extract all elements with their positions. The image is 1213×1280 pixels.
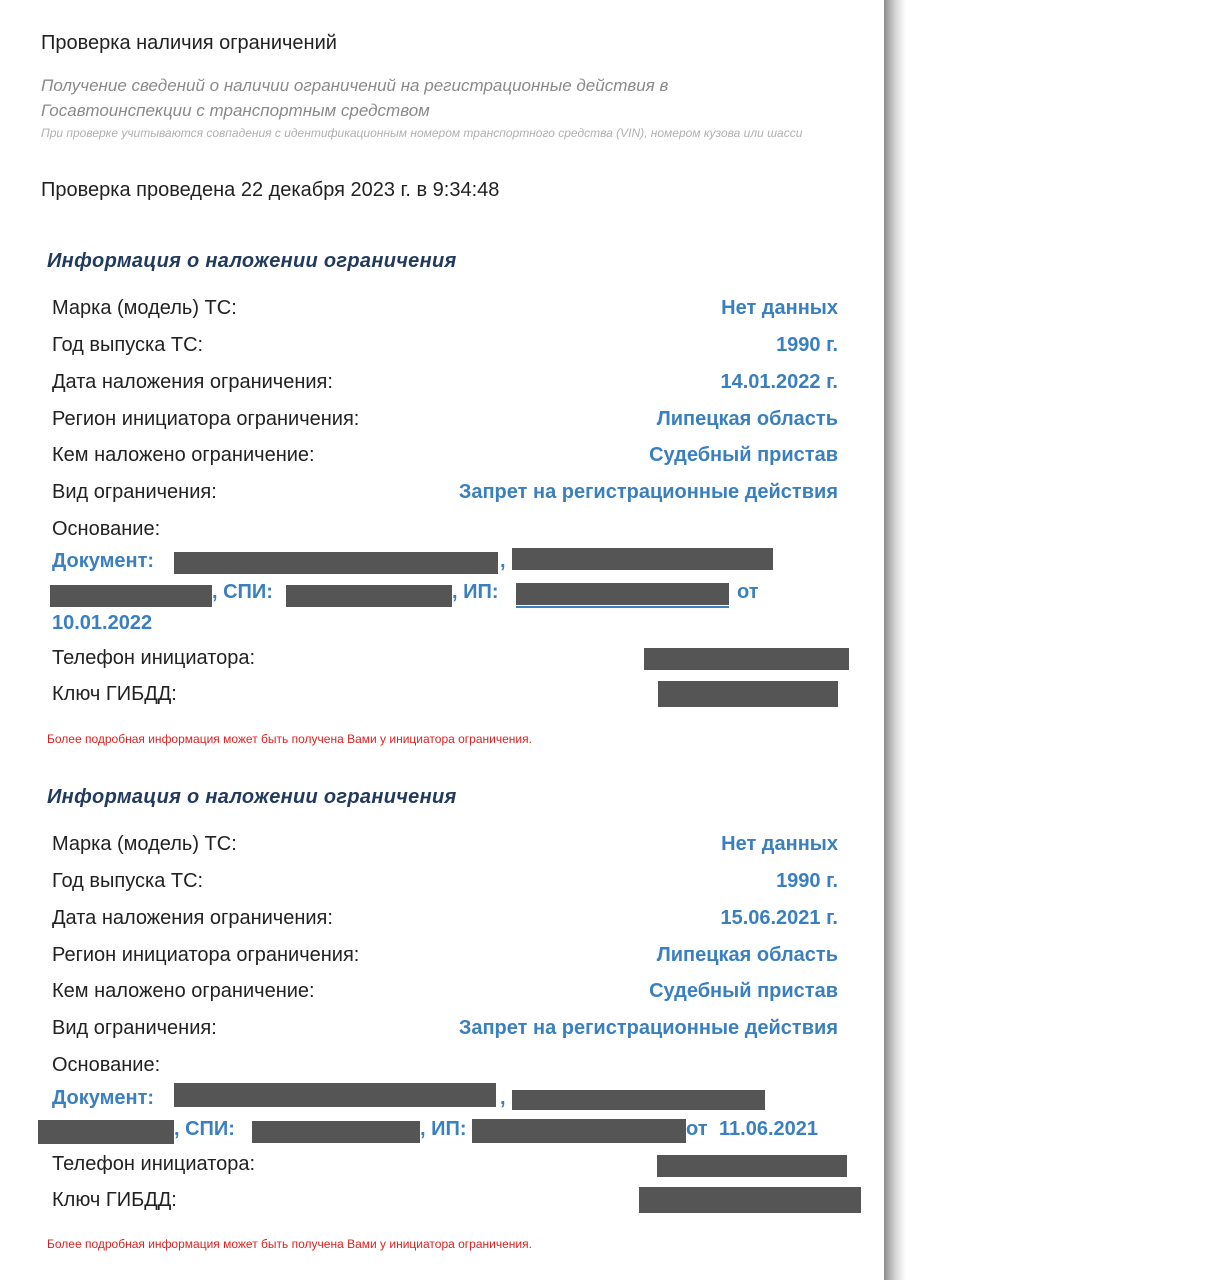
redacted-block <box>512 1090 765 1110</box>
redacted-block <box>512 548 773 570</box>
ip-label: , ИП: <box>420 1118 467 1140</box>
redacted-key <box>639 1187 861 1213</box>
row-label: Кем наложено ограничение: <box>52 444 315 466</box>
footnote: Более подробная информация может быть получена Вами у инициатора ограничения. <box>47 732 532 746</box>
row-date <box>52 371 838 401</box>
row-basis <box>52 518 838 548</box>
row-year <box>52 870 838 900</box>
redacted-phone <box>644 648 849 670</box>
row-value: Запрет на регистрационные действия <box>458 1017 838 1039</box>
page-subtitle: Получение сведений о наличии ограничений на регистрационные действия в Госавтоинспекции с транспортным средством <box>41 76 669 120</box>
row-label: Основание: <box>52 1054 161 1076</box>
row-year <box>52 334 838 364</box>
row-type <box>52 1017 838 1047</box>
ip-link-redacted[interactable] <box>516 583 729 605</box>
check-prefix: Проверка проведена <box>41 179 241 201</box>
doc-label: Документ: <box>52 550 155 572</box>
redacted-block <box>38 1120 174 1144</box>
row-label: Марка (модель) ТС: <box>52 833 237 855</box>
row-value: Судебный пристав <box>649 980 838 1002</box>
restriction-section-1 <box>0 250 884 760</box>
row-date <box>52 907 838 937</box>
row-value: 1990 г. <box>776 870 838 892</box>
row-label: Регион инициатора ограничения: <box>52 408 360 430</box>
row-label: Ключ ГИБДД: <box>52 1189 177 1211</box>
from-label: от <box>737 581 759 603</box>
row-value: 1990 г. <box>776 334 838 356</box>
row-value: 15.06.2021 г. <box>720 907 838 929</box>
row-value: Нет данных <box>721 297 838 319</box>
from-date: 11.06.2021 <box>719 1118 818 1140</box>
row-region <box>52 944 838 974</box>
ip-label: , ИП: <box>452 581 499 603</box>
row-label: Марка (модель) ТС: <box>52 297 237 319</box>
redacted-block <box>252 1121 420 1143</box>
row-label: Дата наложения ограничения: <box>52 907 333 929</box>
row-model <box>52 297 838 327</box>
from-date: 10.01.2022 <box>52 612 153 634</box>
row-label: Год выпуска ТС: <box>52 870 204 892</box>
page-title: Проверка наличия ограничений <box>41 32 337 54</box>
doc-comma: , <box>500 1087 506 1109</box>
row-label: Год выпуска ТС: <box>52 334 204 356</box>
row-value: Липецкая область <box>656 944 838 966</box>
spi-label: , СПИ: <box>174 1118 235 1140</box>
row-imposed-by <box>52 444 838 474</box>
row-label: Регион инициатора ограничения: <box>52 944 360 966</box>
row-label: Телефон инициатора: <box>52 1153 256 1175</box>
row-value: Нет данных <box>721 833 838 855</box>
redacted-block <box>286 585 452 607</box>
restriction-section-2 <box>0 786 884 1256</box>
row-value: Запрет на регистрационные действия <box>458 481 838 503</box>
row-model <box>52 833 838 863</box>
check-timestamp <box>41 179 499 202</box>
footnote: Более подробная информация может быть получена Вами у инициатора ограничения. <box>47 1237 532 1251</box>
doc-label: Документ: <box>52 1087 155 1109</box>
spi-label: , СПИ: <box>212 581 273 603</box>
redacted-block <box>472 1119 686 1143</box>
redacted-phone <box>657 1155 847 1177</box>
row-label: Дата наложения ограничения: <box>52 371 333 393</box>
row-value: Липецкая область <box>656 408 838 430</box>
vin-note: При проверке учитываются совпадения с идентификационным номером транспортного средства (VIN), номером кузова или шасси <box>41 126 803 140</box>
row-label: Телефон инициатора: <box>52 647 256 669</box>
row-label: Вид ограничения: <box>52 481 217 503</box>
panel-shadow <box>884 0 906 1280</box>
from-label: от <box>686 1118 708 1140</box>
redacted-key <box>658 681 838 707</box>
section-title: Информация о наложении ограничения <box>47 250 457 272</box>
row-label: Вид ограничения: <box>52 1017 217 1039</box>
redacted-block <box>174 552 498 574</box>
row-label: Ключ ГИБДД: <box>52 683 177 705</box>
row-label: Основание: <box>52 518 161 540</box>
check-date-value: 22 декабря 2023 г. в 9:34:48 <box>240 179 500 201</box>
redacted-block <box>174 1083 496 1107</box>
row-type <box>52 481 838 511</box>
row-value: 14.01.2022 г. <box>720 371 838 393</box>
row-basis <box>52 1054 838 1084</box>
redacted-block <box>50 585 212 607</box>
doc-comma: , <box>500 550 506 572</box>
row-imposed-by <box>52 980 838 1010</box>
ip-link-underline <box>516 606 729 608</box>
row-label: Кем наложено ограничение: <box>52 980 315 1002</box>
section-title: Информация о наложении ограничения <box>47 786 457 808</box>
row-value: Судебный пристав <box>649 444 838 466</box>
row-region <box>52 408 838 438</box>
